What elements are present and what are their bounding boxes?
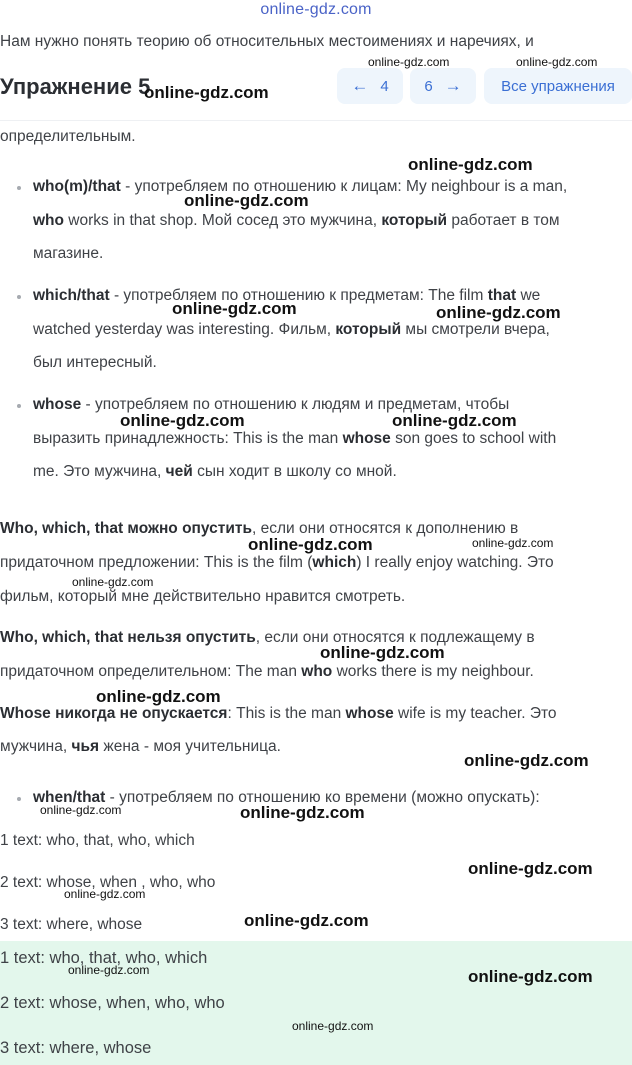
watermark: online-gdz.com <box>436 303 561 322</box>
watermark: online-gdz.com <box>464 751 589 770</box>
watermark: online-gdz.com <box>120 411 245 430</box>
watermark: online-gdz.com <box>408 155 533 174</box>
watermark: online-gdz.com <box>320 643 445 662</box>
watermark: online-gdz.com <box>244 911 369 930</box>
watermark: online-gdz.com <box>64 887 146 901</box>
text-line-1: 1 text: who, that, who, which <box>0 832 195 849</box>
bullet-line: магазине. <box>33 245 104 262</box>
bullet-line: watched yesterday was interesting. Фильм, который мы смотрели вчера, <box>33 320 550 338</box>
watermark: online-gdz.com <box>68 963 150 977</box>
text-line-2: 2 text: whose, when , who, who <box>0 874 216 891</box>
bullet-line: me. Это мужчина, чей сын ходит в школу со мной. <box>33 463 397 480</box>
bullet-dot <box>17 186 21 190</box>
rule-line: фильм, который мне действительно нравится смотреть. <box>0 588 406 605</box>
bullet-dot <box>17 404 21 408</box>
watermark: online-gdz.com <box>248 535 373 554</box>
watermark: online-gdz.com <box>40 803 122 817</box>
watermark: online-gdz.com <box>184 191 309 210</box>
all-exercises-button[interactable] <box>484 68 632 104</box>
exercise-title: Упражнение 5 <box>0 74 151 99</box>
bullet-line: выразить принадлежность: This is the man whose son goes to school with <box>33 429 557 447</box>
rule-line: Who, which, that можно опустить, если они относятся к дополнению в <box>0 520 519 537</box>
watermark: online-gdz.com <box>172 299 297 318</box>
all-exercises-label: Все упражнения <box>501 77 615 95</box>
watermark: online-gdz.com <box>292 1019 374 1033</box>
bullet-term: which/that <box>33 287 110 304</box>
rule-line: Who, which, that нельзя опустить, если они относятся к подлежащему в <box>0 629 535 646</box>
intro-tail: определительным. <box>0 128 136 145</box>
bullet-line: who works in that shop. Мой сосед это мужчина, который работает в том <box>33 211 560 229</box>
watermark: online-gdz.com <box>392 411 517 430</box>
answer-line-2: 2 text: whose, when, who, who <box>0 994 225 1012</box>
bullet-dot <box>17 295 21 299</box>
arrow-right-icon: → <box>444 76 462 95</box>
next-exercise-label: 6 <box>424 77 433 95</box>
next-exercise-button[interactable] <box>410 68 476 104</box>
rule-line: придаточном предложении: This is the film (which) I really enjoy watching. Это <box>0 554 554 571</box>
prev-exercise-button[interactable] <box>337 68 403 104</box>
bullet-line: who(m)/that - употребляем по отношению к лицам: My neighbour is a man, <box>33 178 568 195</box>
bullet-dot <box>17 797 21 801</box>
bullet-term: who(m)/that <box>33 178 121 195</box>
watermark: online-gdz.com <box>468 859 593 878</box>
rule-line: Whose никогда не опускается: This is the man whose wife is my teacher. Это <box>0 705 557 722</box>
rule-line: мужчина, чья жена - моя учительница. <box>0 738 281 755</box>
rule-line: придаточном определительном: The man who works there is my neighbour. <box>0 663 534 680</box>
answer-line-3: 3 text: where, whose <box>0 1039 152 1057</box>
watermark: online-gdz.com <box>516 55 598 69</box>
watermark: online-gdz.com <box>96 687 221 706</box>
when-term: when/that <box>33 789 106 806</box>
watermark: online-gdz.com <box>240 803 365 822</box>
watermark: online-gdz.com <box>472 536 554 550</box>
intro-line: Нам нужно понять теорию об относительных местоимениях и наречиях, и <box>0 33 534 50</box>
site-header-link[interactable]: online-gdz.com <box>260 1 372 18</box>
bullet-line: which/that - употребляем по отношению к предметам: The film that we <box>33 287 541 304</box>
prev-exercise-label: 4 <box>380 77 389 95</box>
arrow-left-icon: ← <box>351 76 369 95</box>
answer-line-1: 1 text: who, that, who, which <box>0 949 208 967</box>
bullet-line: был интересный. <box>33 354 157 371</box>
watermark: online-gdz.com <box>468 967 593 986</box>
when-text: - употребляем по отношению ко времени (можно опускать): <box>105 789 540 806</box>
watermark: online-gdz.com <box>144 83 269 102</box>
bullet-line: whose - употребляем по отношению к людям и предметам, чтобы <box>33 396 510 413</box>
bullet-term: whose <box>33 396 82 413</box>
text-line-3: 3 text: where, whose <box>0 916 143 933</box>
watermark: online-gdz.com <box>72 575 154 589</box>
watermark: online-gdz.com <box>368 55 450 69</box>
